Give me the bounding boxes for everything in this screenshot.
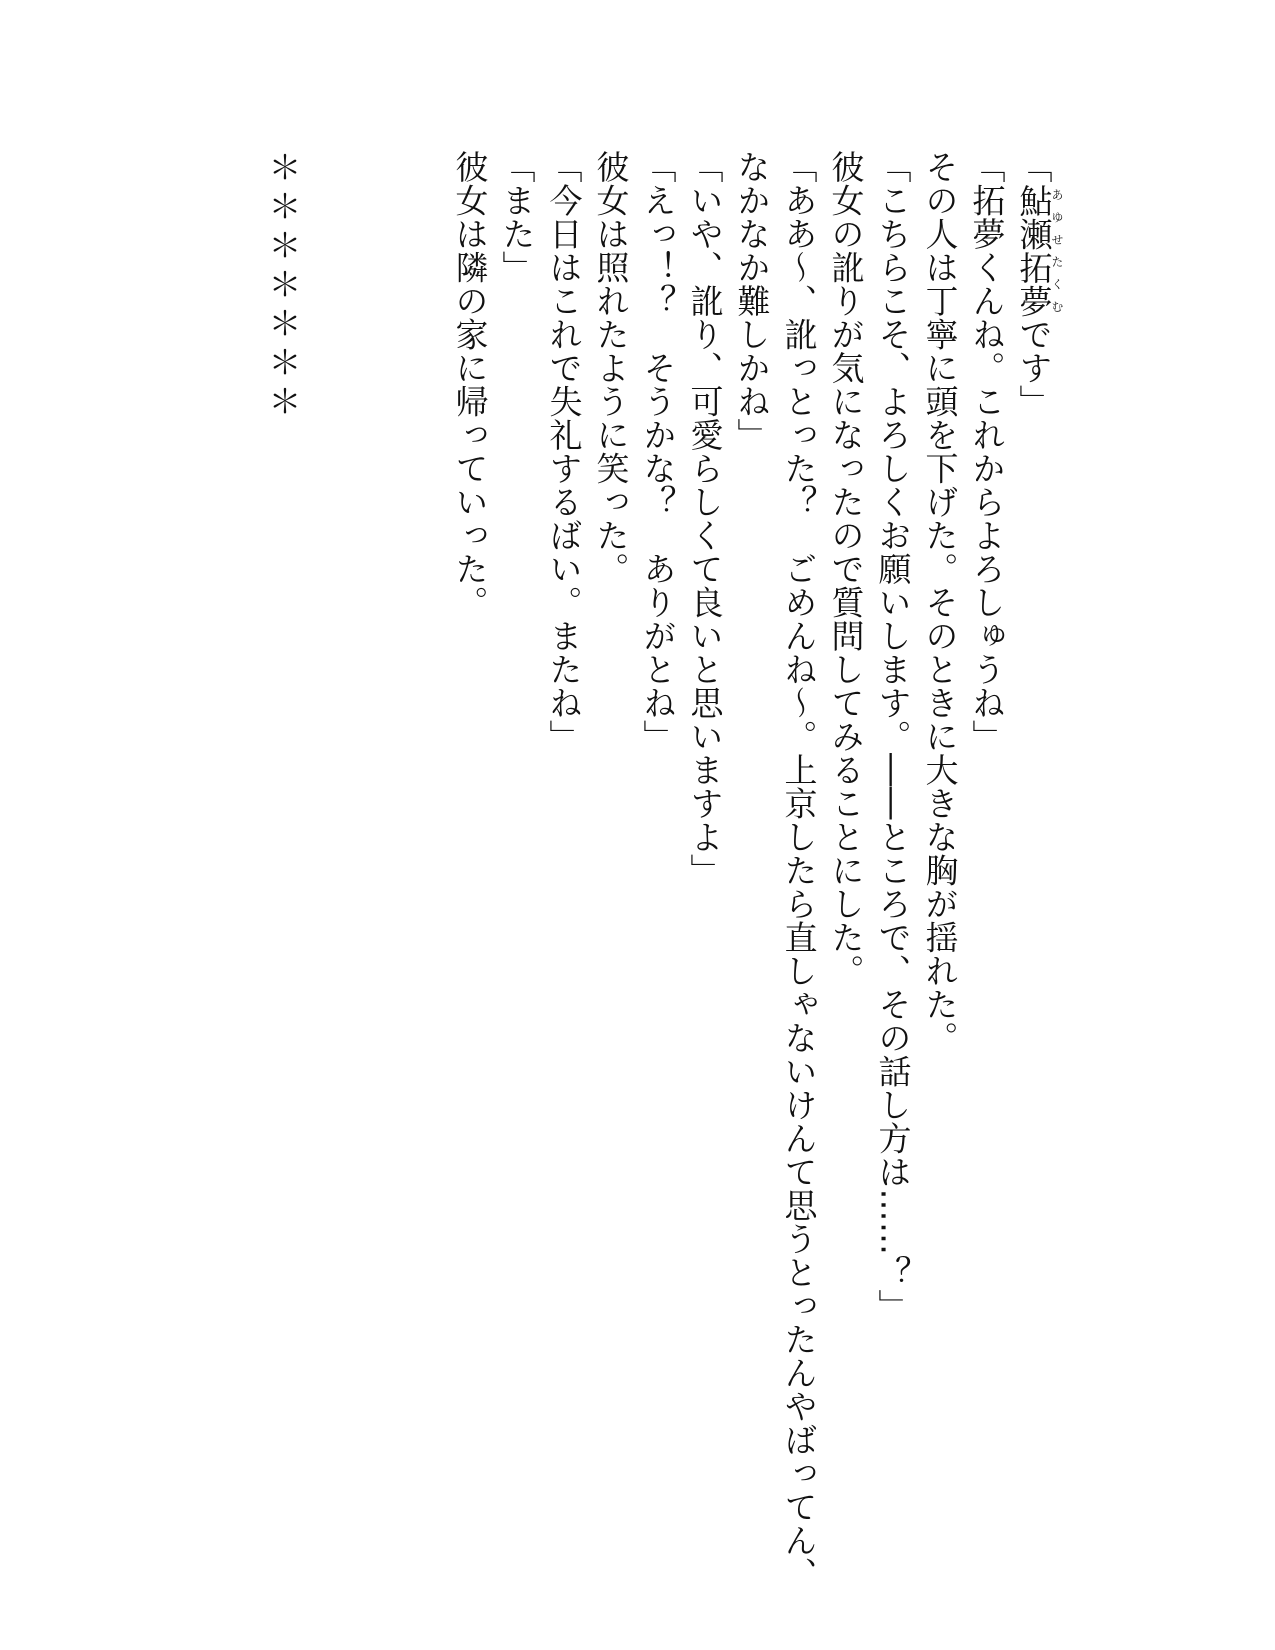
text-line-12: 「また」 (497, 150, 537, 284)
text-line-7: なかなか難しかね」 (732, 150, 772, 452)
text-line-10: 彼女は照れたように笑った。 (591, 150, 631, 586)
scene-break: ＊＊＊＊＊＊＊ (263, 150, 303, 423)
text-line-3: その人は丁寧に頭を下げた。そのときに大きな胸が揺れた。 (920, 150, 960, 1055)
name-ruby (1014, 183, 1064, 318)
ruby-reading: あゆせたくむ (1050, 183, 1064, 318)
scene-gap (307, 150, 447, 1510)
line-1-prefix: 「 (1014, 150, 1054, 184)
ruby-base: 鮎瀬拓夢 (1014, 183, 1054, 318)
line-1-suffix: です」 (1014, 317, 1054, 418)
text-line-2: 「拓夢くんね。これからよろしゅうね」 (967, 150, 1007, 753)
text-line-13: 彼女は隣の家に帰っていった。 (450, 150, 490, 619)
text-line-9: 「えっ！？ そうかな？ ありがとね」 (638, 150, 678, 753)
text-line-11: 「今日はこれで失礼するばい。またね」 (544, 150, 584, 753)
text-line-8: 「いや、訛り、可愛らしくて良いと思いますよ」 (685, 150, 725, 887)
text-line-4: 「こちらこそ、よろしくお願いします。――ところで、その話し方は……？」 (873, 150, 913, 1323)
vertical-text-body (260, 150, 1064, 1591)
text-line-6: 「ああ～、訛っとった？ ごめんね～。上京したら直しゃないけんて思うとったんやばってん、 (779, 150, 819, 1591)
text-line-5: 彼女の訛りが気になったので質問してみることにした。 (826, 150, 866, 988)
text-line-1 (1011, 150, 1064, 1510)
